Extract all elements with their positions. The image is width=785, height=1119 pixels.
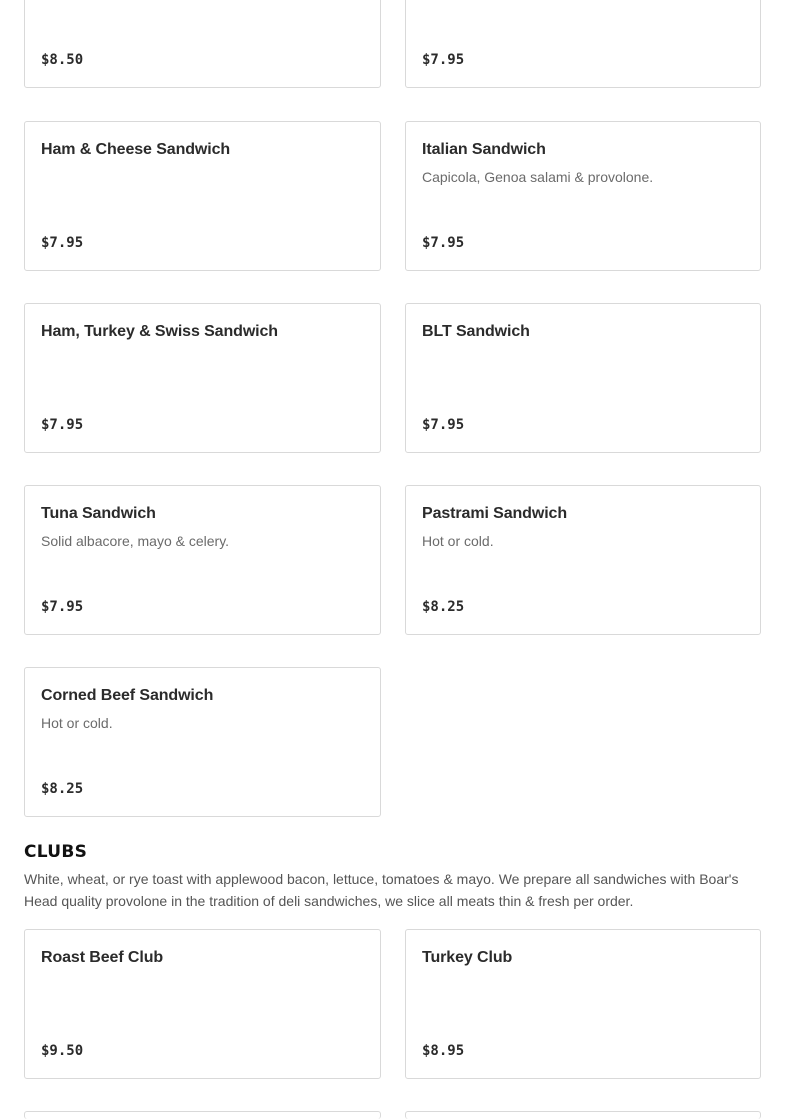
item-price: $7.95	[41, 417, 84, 433]
item-name: Italian Sandwich	[422, 141, 546, 158]
menu-item-card[interactable]	[24, 121, 381, 271]
menu-item-card[interactable]	[24, 929, 381, 1079]
item-price: $7.95	[422, 417, 465, 433]
menu-item-card[interactable]	[405, 0, 761, 88]
item-price: $9.50	[41, 1043, 84, 1059]
item-price: $8.25	[41, 781, 84, 797]
menu-item-card[interactable]	[24, 0, 381, 88]
item-price: $7.95	[422, 52, 465, 68]
menu-item-card[interactable]	[24, 667, 381, 817]
menu-item-card[interactable]	[405, 1111, 761, 1119]
item-description: Capicola, Genoa salami & provolone.	[422, 169, 654, 185]
menu-item-card[interactable]	[24, 485, 381, 635]
item-name: Ham, Turkey & Swiss Sandwich	[41, 323, 278, 340]
item-name: Tuna Sandwich	[41, 505, 156, 522]
item-name: BLT Sandwich	[422, 323, 530, 340]
menu-item-card[interactable]	[405, 929, 761, 1079]
menu-item-card[interactable]	[24, 1111, 381, 1119]
item-price: $7.95	[422, 235, 465, 251]
menu-item-card[interactable]	[24, 303, 381, 453]
item-name: Pastrami Sandwich	[422, 505, 568, 522]
item-price: $8.50	[41, 52, 84, 68]
item-name: Corned Beef Sandwich	[41, 687, 214, 704]
item-name: Ham & Cheese Sandwich	[41, 141, 231, 158]
item-price: $8.25	[422, 599, 465, 615]
item-name: Roast Beef Club	[41, 949, 164, 966]
item-description: Hot or cold.	[422, 533, 494, 549]
item-price: $8.95	[422, 1043, 465, 1059]
item-price: $7.95	[41, 599, 84, 615]
item-price: $7.95	[41, 235, 84, 251]
item-description: Hot or cold.	[41, 715, 113, 731]
item-name: Turkey Club	[422, 949, 513, 966]
section-description-clubs: White, wheat, or rye toast with applewood bacon, lettuce, tomatoes & mayo. We prepare all sandwiches with Boar's Head quality provolone in the tradition of deli sandwiches, we slice all meats thin & fresh per order.	[24, 871, 739, 909]
section-title-clubs: CLUBS	[24, 842, 88, 862]
item-description: Solid albacore, mayo & celery.	[41, 533, 230, 549]
menu-item-card[interactable]	[405, 485, 761, 635]
menu-item-card[interactable]	[405, 303, 761, 453]
menu-item-card[interactable]	[405, 121, 761, 271]
